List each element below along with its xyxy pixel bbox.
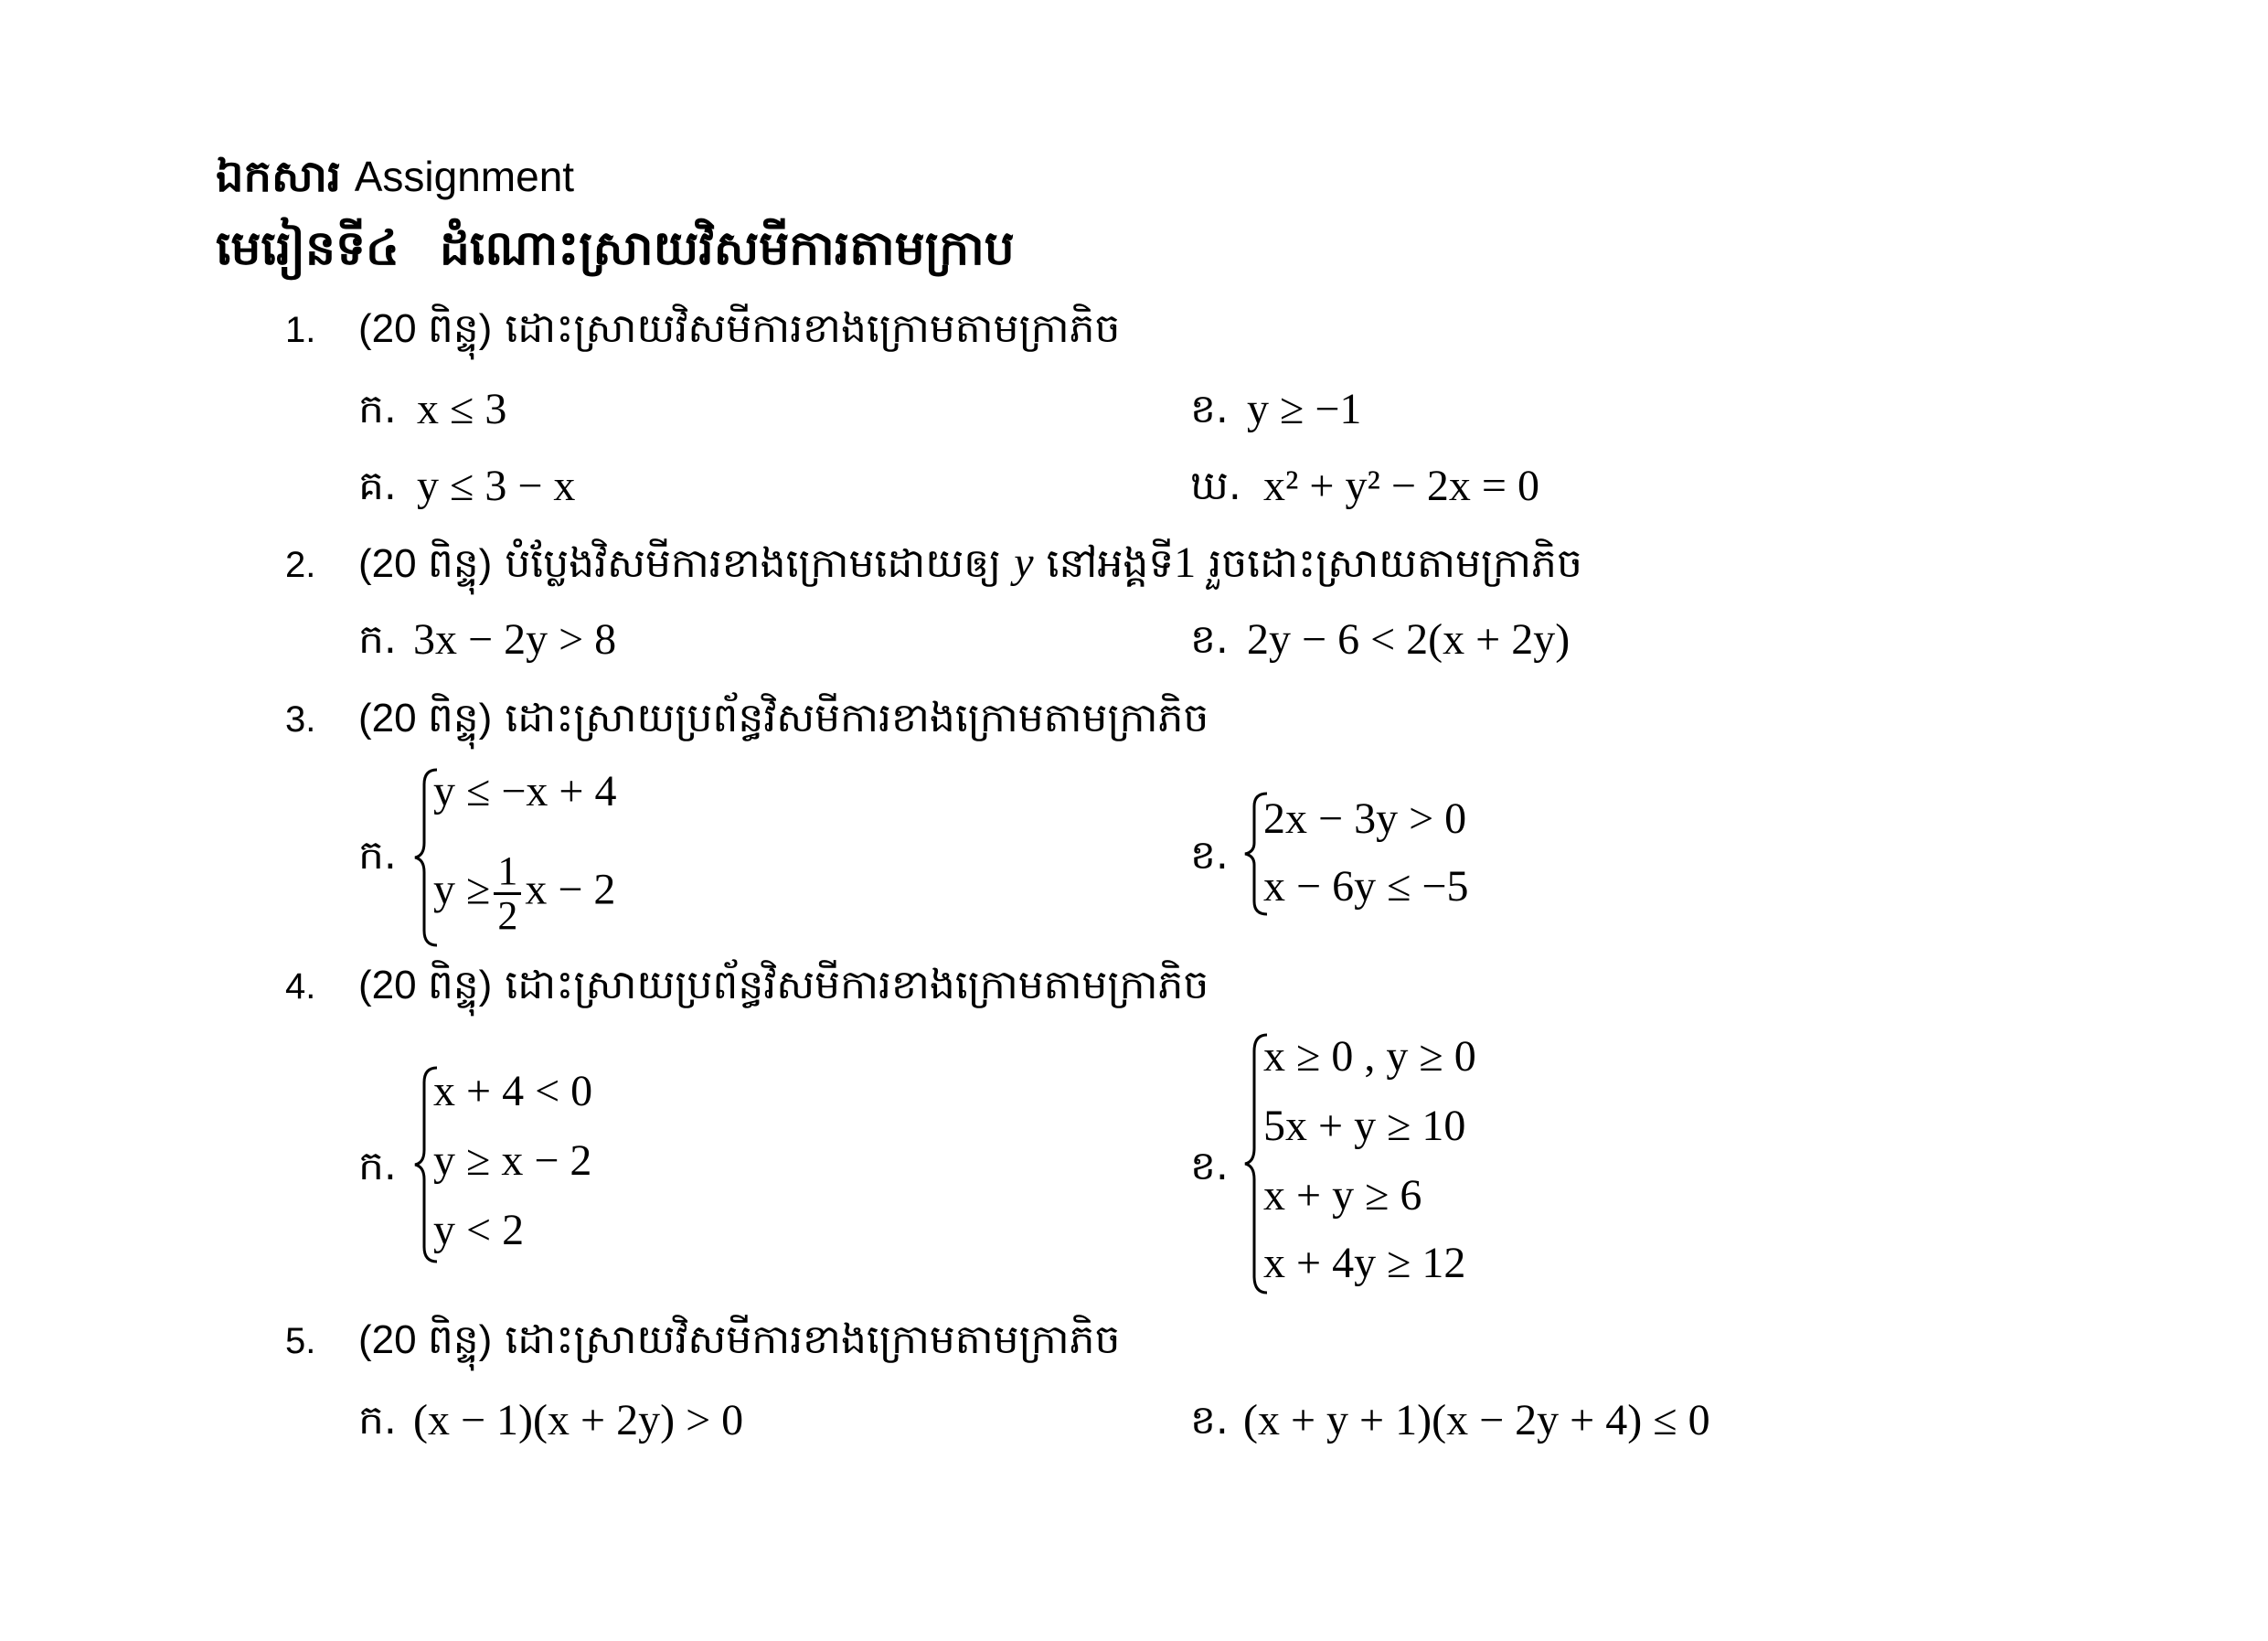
system-row: 5x + y ≥ 10 (1263, 1102, 1466, 1150)
question-number: 4. (285, 966, 316, 1007)
system-row: y ≥ x − 2 (433, 1136, 592, 1185)
item-label: ខ. (1190, 386, 1229, 432)
question-number: 3. (285, 699, 316, 740)
inequality-system (413, 766, 706, 949)
inequality-system (413, 1064, 687, 1265)
fraction-numerator: 1 (494, 850, 521, 895)
question-instruction: ដោះស្រាយវិសមីការខាងក្រោមតាមក្រាភិច (505, 305, 1121, 352)
fraction-denominator: 2 (497, 893, 518, 938)
item-label: ខ. (1190, 1143, 1229, 1189)
item-label: ក. (358, 616, 397, 663)
question-points: (20 ពិន្ទុ) (358, 541, 493, 586)
item-label: គ. (358, 463, 397, 509)
item-label: ក. (358, 832, 397, 879)
question-5 (285, 1313, 1120, 1369)
item-label: ក. (358, 1143, 397, 1189)
system-row: 2x − 3y > 0 (1263, 794, 1467, 843)
instruction-variable: y (1014, 538, 1034, 587)
item-label: ឃ. (1190, 463, 1241, 509)
system-row (433, 850, 615, 937)
question-instruction: ដោះស្រាយប្រព័ន្ធវិសមីការខាងក្រោមតាមក្រាភិច (505, 962, 1209, 1008)
question-points: (20 ពិន្ទុ) (358, 306, 493, 351)
fraction (494, 850, 521, 937)
question-instruction: នៅអង្គទី (1046, 540, 1175, 587)
item-expression: y ≥ −1 (1247, 385, 1362, 433)
question-number: 5. (285, 1321, 316, 1361)
item-label: ខ. (1190, 1397, 1229, 1444)
question-points: (20 ពិន្ទុ) (358, 1317, 493, 1362)
item-label: ខ. (1190, 616, 1229, 663)
question-instruction: ដោះស្រាយប្រព័ន្ធវិសមីការខាងក្រោមតាមក្រាភិច (505, 695, 1209, 741)
item-label: ក. (358, 1397, 397, 1444)
item-expression: (x − 1)(x + 2y) > 0 (413, 1396, 744, 1444)
question-number: 1. (285, 310, 316, 350)
item-label: ក. (358, 386, 397, 432)
inequality-system (1243, 1031, 1554, 1296)
question-instruction: បំប្លែងវិសមីការខាងក្រោមដោយឲ្យ (505, 540, 1002, 587)
lesson-name: ដំណោះស្រាយវិសមីការតាមក្រាប (439, 221, 1015, 276)
item-expression: (x + y + 1)(x − 2y + 4) ≤ 0 (1243, 1396, 1710, 1444)
system-row: x + y ≥ 6 (1263, 1171, 1422, 1220)
row-lhs: y ≥ (433, 865, 491, 914)
item-expression: x ≤ 3 (417, 385, 507, 433)
row-rhs: x − 2 (525, 865, 616, 914)
item-label: ខ. (1190, 832, 1229, 879)
question-3 (285, 691, 1209, 747)
item-expression: y ≤ 3 − x (417, 462, 576, 510)
question-instruction: រួចដោះស្រាយតាមក្រាភិច (1209, 540, 1582, 587)
system-row: y < 2 (433, 1206, 525, 1254)
inequality-system (1243, 790, 1536, 918)
lesson-title (216, 216, 1015, 282)
question-2 (285, 536, 1582, 592)
lesson-number: មេរៀនទី៤ (216, 221, 399, 276)
system-row: y ≤ −x + 4 (433, 767, 617, 815)
document-label-en: Assignment (354, 153, 575, 200)
item-expression: x² + y² − 2x = 0 (1263, 462, 1539, 510)
system-row: x ≥ 0 , y ≥ 0 (1263, 1032, 1476, 1081)
system-row: x + 4 < 0 (433, 1067, 593, 1115)
question-points: (20 ពិន្ទុ) (358, 696, 493, 741)
question-number: 2. (285, 545, 316, 585)
document-label-km: ឯកសារ (216, 151, 342, 202)
question-4 (285, 958, 1209, 1014)
question-1 (285, 302, 1120, 357)
item-expression: 3x − 2y > 8 (413, 615, 617, 664)
question-points: (20 ពិន្ទុ) (358, 963, 493, 1007)
instruction-number: 1 (1174, 538, 1197, 587)
item-expression: 2y − 6 < 2(x + 2y) (1247, 615, 1571, 664)
system-row: x − 6y ≤ −5 (1263, 862, 1469, 911)
system-row: x + 4y ≥ 12 (1263, 1239, 1466, 1287)
document-label (216, 146, 574, 207)
question-instruction: ដោះស្រាយវិសមីការខាងក្រោមតាមក្រាភិច (505, 1316, 1121, 1363)
